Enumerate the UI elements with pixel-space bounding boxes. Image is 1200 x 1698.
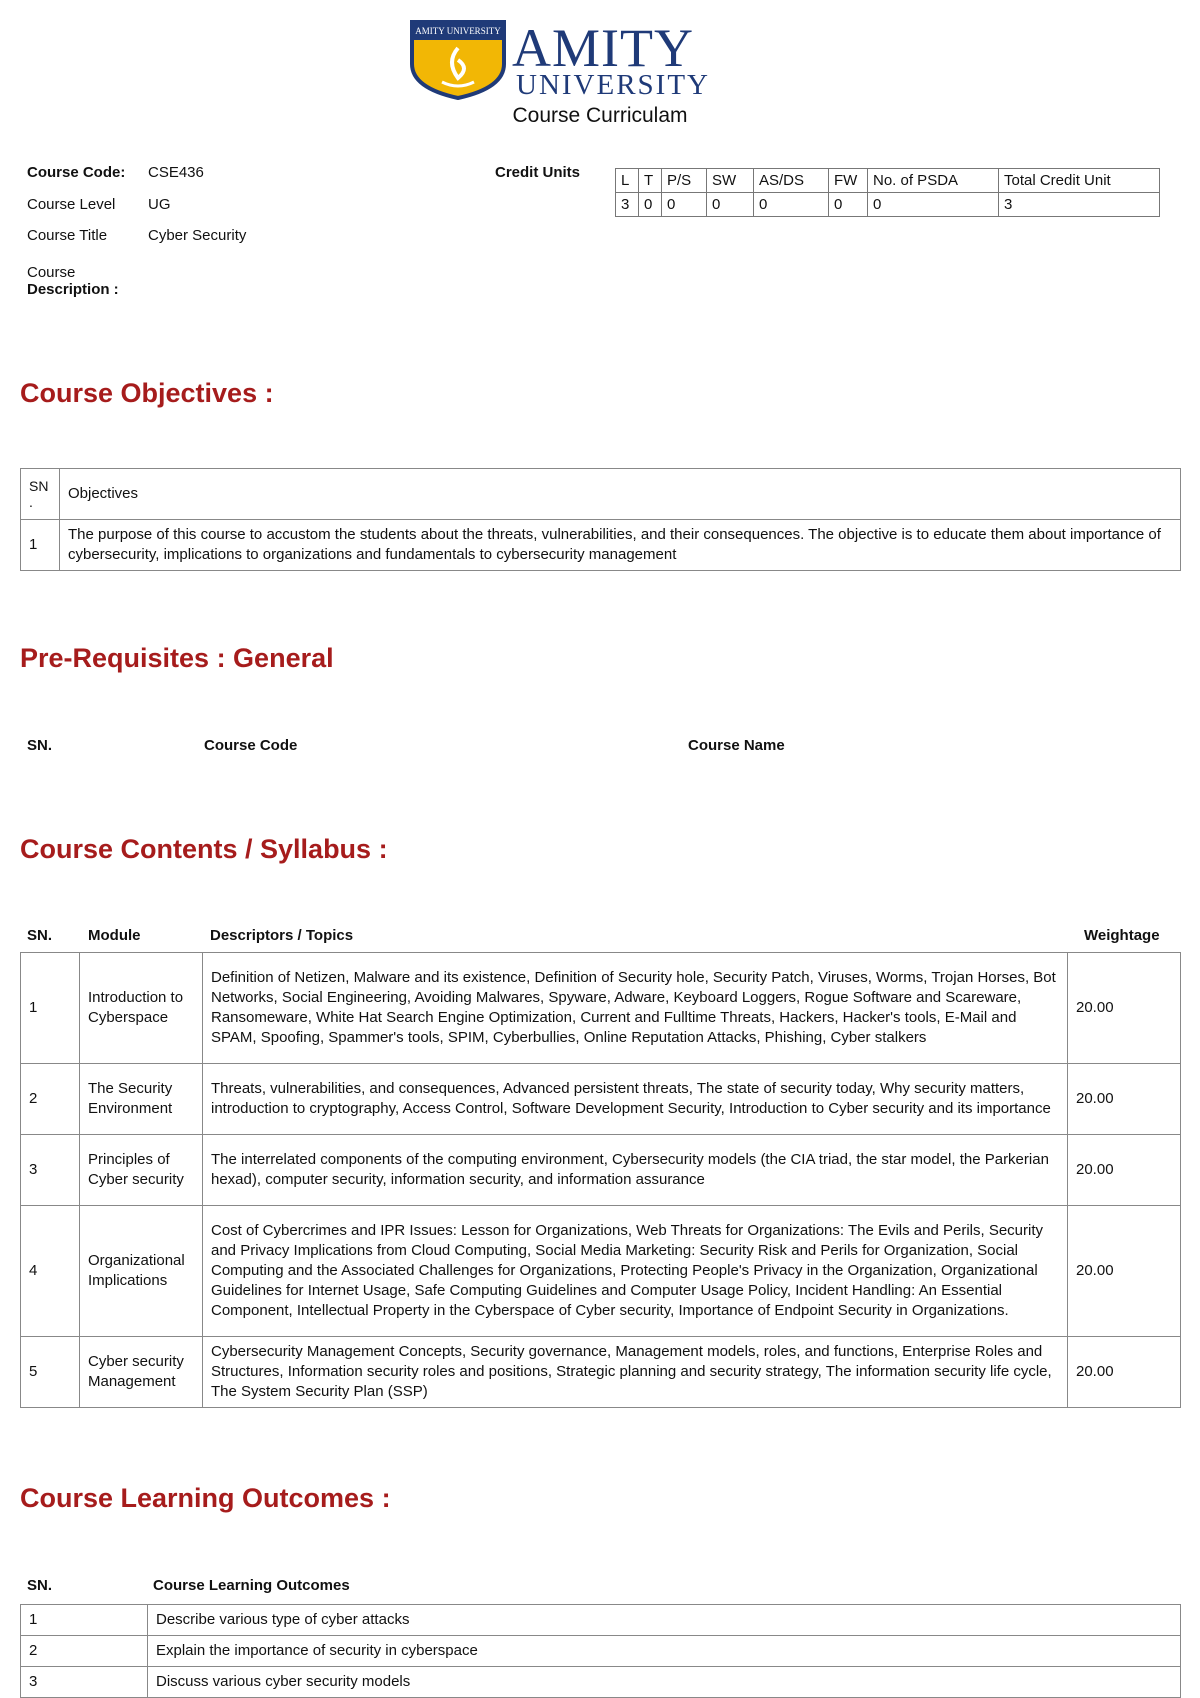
outcomes-table xyxy=(20,1604,1181,1698)
credit-value-cell: 0 xyxy=(868,193,999,217)
credit-header-cell: T xyxy=(639,169,662,193)
outcomes-sn-header: SN. xyxy=(27,1577,53,1594)
prereq-sn-header: SN. xyxy=(27,737,53,754)
syllabus-module-header: Module xyxy=(88,927,141,944)
syllabus-weightage: 20.00 xyxy=(1068,1135,1181,1206)
svg-text:AMITY: AMITY xyxy=(512,18,694,78)
credit-header-cell: No. of PSDA xyxy=(868,169,999,193)
syllabus-module: The Security Environment xyxy=(80,1064,203,1135)
table-row xyxy=(21,1064,1181,1135)
syllabus-topics: Cost of Cybercrimes and IPR Issues: Lesson for Organizations, Web Threats for Organizations: The Evils and Perils, Security and Privacy Implications from Cloud Computing, Social Media Marketing: Security Risk and Perils for Organization, Social Computing and the Associated Challenges for Organizations, Protecting People's Privacy in the Organization, Organizational Guidelines for Internet Usage, Safe Computing Guidelines and Computer Usage Policy, Incident Handling: An Essential Component, Intellectual Property in the Cyberspace of Cyber security, Importance of Endpoint Security in Organizations. xyxy=(203,1206,1068,1337)
syllabus-weightage: 20.00 xyxy=(1068,953,1181,1064)
syllabus-weightage: 20.00 xyxy=(1068,1206,1181,1337)
outcomes-text-header: Course Learning Outcomes xyxy=(153,1577,350,1594)
credit-value-cell: 0 xyxy=(662,193,707,217)
syllabus-sn-header: SN. xyxy=(27,927,53,944)
objectives-text-header: Objectives xyxy=(60,469,1181,520)
outcome-sn: 2 xyxy=(21,1636,148,1667)
credit-value-row xyxy=(616,193,1160,217)
course-title-label: Course Title xyxy=(27,227,108,244)
objectives-table xyxy=(20,468,1181,571)
svg-text:UNIVERSITY: UNIVERSITY xyxy=(516,69,710,100)
amity-logo xyxy=(408,18,792,100)
course-title-value: Cyber Security xyxy=(148,227,247,244)
syllabus-sn: 2 xyxy=(21,1064,80,1135)
objective-sn: 1 xyxy=(21,520,60,571)
credit-value-cell: 0 xyxy=(707,193,754,217)
credit-value-cell: 0 xyxy=(829,193,868,217)
syllabus-topics: The interrelated components of the computing environment, Cybersecurity models (the CIA triad, the star model, the Parkerian hexad), computer security, information security, and information assurance xyxy=(203,1135,1068,1206)
table-row xyxy=(21,1636,1181,1667)
document-title: Course Curriculam xyxy=(512,104,688,127)
course-level-value: UG xyxy=(148,196,171,213)
svg-text:AMITY UNIVERSITY: AMITY UNIVERSITY xyxy=(415,26,501,36)
syllabus-heading: Course Contents / Syllabus : xyxy=(20,834,388,864)
syllabus-weightage: 20.00 xyxy=(1068,1337,1181,1408)
objectives-sn-header: SN . xyxy=(21,469,60,520)
outcome-text: Explain the importance of security in cyberspace xyxy=(148,1636,1181,1667)
syllabus-topics-header: Descriptors / Topics xyxy=(210,927,354,944)
outcome-text: Describe various type of cyber attacks xyxy=(148,1605,1181,1636)
course-description-label: Course Description : xyxy=(27,264,119,298)
prerequisites-heading: Pre-Requisites : General xyxy=(20,643,334,673)
outcome-text: Discuss various cyber security models xyxy=(148,1667,1181,1698)
syllabus-module: Organizational Implications xyxy=(80,1206,203,1337)
credit-units-table xyxy=(615,168,1160,217)
credit-value-cell: 0 xyxy=(639,193,662,217)
table-row xyxy=(21,953,1181,1064)
syllabus-sn: 5 xyxy=(21,1337,80,1408)
credit-units-label: Credit Units xyxy=(495,164,581,181)
syllabus-module: Introduction to Cyberspace xyxy=(80,953,203,1064)
outcomes-heading: Course Learning Outcomes : xyxy=(20,1483,391,1513)
syllabus-module: Cyber security Management xyxy=(80,1337,203,1408)
table-row xyxy=(21,520,1181,571)
credit-value-cell: 3 xyxy=(616,193,639,217)
objectives-header-row xyxy=(21,469,1181,520)
credit-header-cell: SW xyxy=(707,169,754,193)
credit-value-cell: 3 xyxy=(999,193,1160,217)
prereq-code-header: Course Code xyxy=(204,737,298,754)
syllabus-topics: Threats, vulnerabilities, and consequences, Advanced persistent threats, The state of security today, Why security matters, introduction to cryptography, Access Control, Software Development Security, Introduction to Cyber security and its importance xyxy=(203,1064,1068,1135)
course-level-label: Course Level xyxy=(27,196,116,213)
credit-value-cell: 0 xyxy=(754,193,829,217)
objective-text: The purpose of this course to accustom the students about the threats, vulnerabilities, and their consequences. The objective is to educate them about importance of cybersecurity, implications to organizations and fundamentals to cybersecurity management xyxy=(60,520,1181,571)
syllabus-topics: Cybersecurity Management Concepts, Security governance, Management models, roles, and functions, Enterprise Roles and Structures, Information security roles and positions, Strategic planning and security strategy, The information security life cycle, The System Security Plan (SSP) xyxy=(203,1337,1068,1408)
table-row xyxy=(21,1337,1181,1408)
syllabus-weightage-header: Weightage xyxy=(1084,927,1160,944)
syllabus-sn: 1 xyxy=(21,953,80,1064)
course-code-value: CSE436 xyxy=(148,164,204,181)
table-row xyxy=(21,1206,1181,1337)
syllabus-table xyxy=(20,952,1181,1408)
outcome-sn: 3 xyxy=(21,1667,148,1698)
credit-header-cell: FW xyxy=(829,169,868,193)
syllabus-module: Principles of Cyber security xyxy=(80,1135,203,1206)
table-row xyxy=(21,1135,1181,1206)
table-row xyxy=(21,1605,1181,1636)
prereq-name-header: Course Name xyxy=(688,737,785,754)
credit-header-cell: L xyxy=(616,169,639,193)
credit-header-cell: Total Credit Unit xyxy=(999,169,1160,193)
credit-header-cell: AS/DS xyxy=(754,169,829,193)
outcome-sn: 1 xyxy=(21,1605,148,1636)
syllabus-weightage: 20.00 xyxy=(1068,1064,1181,1135)
table-row xyxy=(21,1667,1181,1698)
credit-header-row xyxy=(616,169,1160,193)
syllabus-topics: Definition of Netizen, Malware and its existence, Definition of Security hole, Security Patch, Viruses, Worms, Trojan Horses, Bot Networks, Social Engineering, Avoiding Malwares, Spyware, Adware, Keyboard Loggers, Rogue Software and Scareware, Ransomeware, White Hat Search Engine Optimization, Current and Fulltime Threats, Hackers, Hacker's tools, E-Mail and SPAM, Spoofing, Spammer's tools, SPIM, Cyberbullies, Online Reputation Attacks, Phishing, Cyber stalkers xyxy=(203,953,1068,1064)
syllabus-sn: 4 xyxy=(21,1206,80,1337)
course-code-label: Course Code: xyxy=(27,164,126,181)
credit-header-cell: P/S xyxy=(662,169,707,193)
objectives-heading: Course Objectives : xyxy=(20,378,274,408)
syllabus-sn: 3 xyxy=(21,1135,80,1206)
